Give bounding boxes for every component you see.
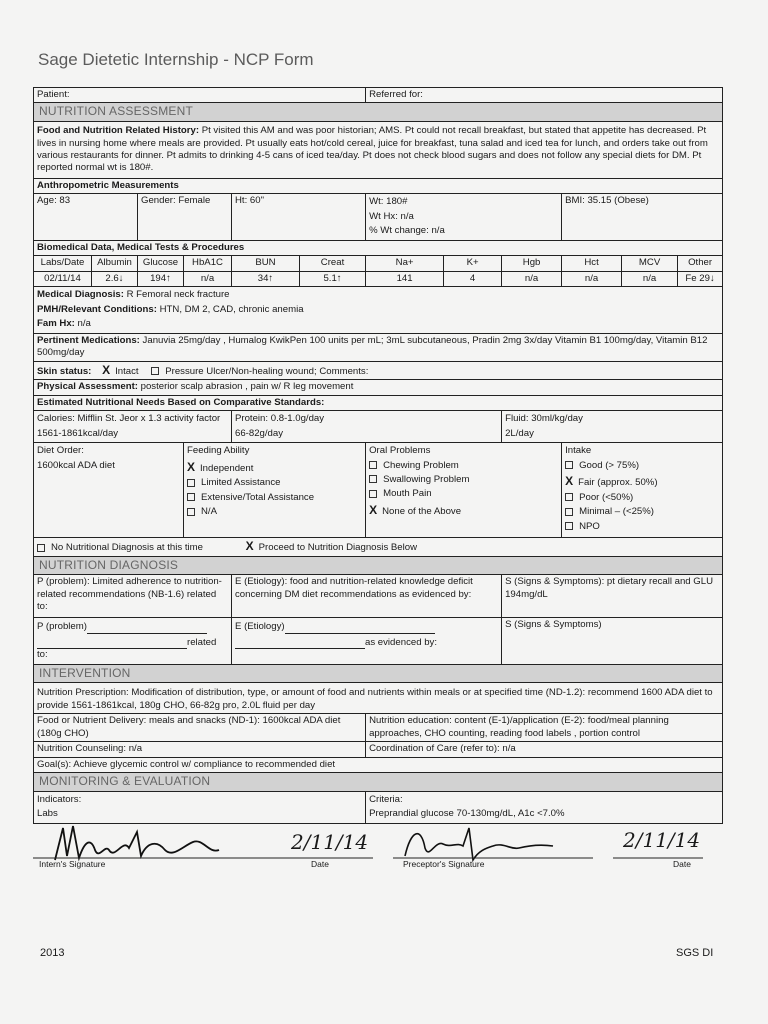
lab-value: 2.6↓ bbox=[92, 271, 138, 286]
fam-hx-label: Fam Hx: bbox=[37, 318, 75, 330]
food-history bbox=[34, 122, 723, 179]
fam-hx-text: n/a bbox=[74, 318, 91, 330]
no-diagnosis-option[interactable]: No Nutritional Diagnosis at this time bbox=[51, 542, 203, 554]
criteria-label: Criteria: bbox=[369, 793, 403, 805]
lab-header: BUN bbox=[232, 256, 300, 271]
section-nutrition-diagnosis: NUTRITION DIAGNOSIS bbox=[34, 556, 723, 575]
food-history-text: Pt visited this AM and was poor historian; AMS. Pt could not recall breakfast, but stated that appetite has decreased. Pt lives in nursing home where meals are provided. Pt usually eats hot/cold cereal, juice for breakfast, tuna salad and iced tea for lunch, and orders take out from various restaurants for dinner. Pt admits to drinking 4-5 cans of iced tea/day. Pt does not check blood sugars and does not follow any special diets for DM. Pt reported normal wt is 180#. bbox=[37, 125, 708, 174]
calories-field bbox=[34, 411, 232, 443]
checkbox-icon[interactable] bbox=[187, 479, 195, 487]
checked-x-icon: X bbox=[369, 502, 378, 517]
nutrition-prescription: Nutrition Prescription: Modification of distribution, type, or amount of food and nutrients within meals or at specified time (ND-1.2): recommend 1600 ADA diet to provide 1561-1861kcal, 180g CHO, 66-82g pro, 2.0L fluid per day bbox=[34, 683, 723, 714]
lab-value: n/a bbox=[562, 271, 622, 286]
feeding-ability bbox=[184, 443, 366, 538]
checked-x-icon: X bbox=[245, 539, 254, 554]
weight-change: % Wt change: n/a bbox=[369, 225, 445, 237]
preceptor-signature-label: Preceptor's Signature bbox=[403, 859, 485, 869]
form-title: Sage Dietetic Internship - NCP Form bbox=[38, 50, 314, 69]
weight-value: Wt: 180# bbox=[369, 196, 408, 208]
lab-value: 34↑ bbox=[232, 271, 300, 286]
diet-order bbox=[34, 443, 184, 538]
physical-assessment-text: posterior scalp abrasion , pain w/ R leg movement bbox=[137, 381, 354, 393]
pes-signs-1: S (Signs & Symptoms): pt dietary recall and GLU 194mg/dL bbox=[502, 575, 723, 618]
section-nutrition-assessment: NUTRITION ASSESSMENT bbox=[34, 103, 723, 122]
blank-line[interactable] bbox=[37, 636, 187, 649]
indicators bbox=[34, 791, 366, 823]
checkbox-icon[interactable] bbox=[369, 490, 377, 498]
medications-label: Pertinent Medications: bbox=[37, 334, 140, 346]
pes-related-label: related to: bbox=[37, 636, 217, 661]
intake-poor[interactable]: Poor (<50%) bbox=[579, 491, 634, 503]
pes-etiology-2-label: E (Etiology) bbox=[235, 621, 285, 633]
footer-year: 2013 bbox=[40, 947, 65, 959]
intern-signature-scribble bbox=[55, 826, 219, 860]
preceptor-signature-scribble bbox=[405, 828, 553, 860]
criteria bbox=[366, 791, 723, 823]
section-intervention: INTERVENTION bbox=[34, 664, 723, 683]
section-monitoring-evaluation: MONITORING & EVALUATION bbox=[34, 773, 723, 792]
lab-header: K+ bbox=[444, 256, 502, 271]
medical-dx: R Femoral neck fracture bbox=[123, 289, 230, 301]
anthro-label: Anthropometric Measurements bbox=[34, 178, 723, 193]
lab-value: Fe 29↓ bbox=[678, 271, 723, 286]
feeding-ability-label: Feeding Ability bbox=[187, 445, 250, 457]
oral-mouth-pain[interactable]: Mouth Pain bbox=[383, 488, 432, 500]
medical-info bbox=[34, 287, 723, 333]
medical-dx-label: Medical Diagnosis: bbox=[37, 289, 124, 301]
pes-problem-1: P (problem): Limited adherence to nutrition-related recommendations (NB-1.6) related to: bbox=[34, 575, 232, 618]
intake bbox=[562, 443, 723, 538]
calories-method: Calories: Mifflin St. Jeor x 1.3 activity factor bbox=[37, 413, 221, 425]
ncp-form bbox=[33, 87, 722, 824]
pes-etiology-1: E (Etiology): food and nutrition-related knowledge deficit concerning DM diet recommendations as evidenced by: bbox=[232, 575, 502, 618]
pes-problem-2-label: P (problem) bbox=[37, 621, 87, 633]
goals: Goal(s): Achieve glycemic control w/ compliance to recommended diet bbox=[34, 757, 723, 772]
lab-value: 4 bbox=[444, 271, 502, 286]
skin-status bbox=[34, 361, 723, 380]
intake-label: Intake bbox=[565, 445, 592, 457]
lab-value: n/a bbox=[622, 271, 678, 286]
signature-row bbox=[33, 820, 722, 870]
patient-field[interactable]: Patient: bbox=[34, 88, 366, 103]
indicators-labs: Labs bbox=[37, 808, 58, 820]
fluid-method: Fluid: 30ml/kg/day bbox=[505, 413, 583, 425]
intake-minimal[interactable]: Minimal – (<25%) bbox=[579, 506, 654, 518]
weight-field bbox=[366, 194, 562, 240]
food-history-label: Food and Nutrition Related History: bbox=[37, 125, 200, 137]
medications-text: Januvia 25mg/day , Humalog KwikPen 100 units per mL; 3mL subcutaneous, Pradin 2mg 3x/day Vitamin B1 100mg/day, Vitamin B12 500mg/day bbox=[37, 334, 708, 359]
preceptor-date-label: Date bbox=[673, 859, 691, 869]
pmh-label: PMH/Relevant Conditions: bbox=[37, 303, 157, 315]
pes-etiology-2 bbox=[232, 618, 502, 664]
diet-order-label: Diet Order: bbox=[37, 445, 84, 457]
biomed-label: Biomedical Data, Medical Tests & Procedures bbox=[34, 240, 723, 255]
lab-value: 194↑ bbox=[138, 271, 184, 286]
intern-signature-label: Intern's Signature bbox=[39, 859, 106, 869]
age-field: Age: 83 bbox=[34, 194, 138, 240]
criteria-text: Preprandial glucose 70-130mg/dL, A1c <7.0% bbox=[369, 808, 565, 820]
checked-x-icon: X bbox=[102, 362, 111, 377]
intake-fair[interactable]: Fair (approx. 50%) bbox=[578, 476, 658, 488]
lab-value: n/a bbox=[184, 271, 232, 286]
checkbox-icon[interactable] bbox=[369, 461, 377, 469]
lab-header: Na+ bbox=[366, 256, 444, 271]
lab-header: Glucose bbox=[138, 256, 184, 271]
coordination-of-care: Coordination of Care (refer to): n/a bbox=[366, 742, 723, 757]
checkbox-icon[interactable] bbox=[37, 544, 45, 552]
lab-header: Creat bbox=[300, 256, 366, 271]
protein-value: 66-82g/day bbox=[235, 427, 284, 439]
checked-x-icon: X bbox=[187, 459, 196, 474]
checked-x-icon: X bbox=[565, 473, 574, 488]
fluid-value: 2L/day bbox=[505, 427, 534, 439]
checkbox-icon[interactable] bbox=[565, 493, 573, 501]
physical-assessment-label: Physical Assessment: bbox=[37, 381, 138, 393]
lab-value: 141 bbox=[366, 271, 444, 286]
lab-header: HbA1C bbox=[184, 256, 232, 271]
oral-problems-label: Oral Problems bbox=[369, 445, 431, 457]
intake-good[interactable]: Good (> 75%) bbox=[579, 459, 640, 471]
checkbox-icon[interactable] bbox=[369, 475, 377, 483]
fluid-field bbox=[502, 411, 723, 443]
lab-value: n/a bbox=[502, 271, 562, 286]
oral-swallowing[interactable]: Swallowing Problem bbox=[383, 473, 470, 485]
lab-header: Hct bbox=[562, 256, 622, 271]
feeding-limited[interactable]: Limited Assistance bbox=[201, 477, 281, 489]
intake-npo[interactable]: NPO bbox=[579, 520, 600, 532]
lab-header: Other bbox=[678, 256, 723, 271]
indicators-label: Indicators: bbox=[37, 793, 82, 805]
physical-assessment bbox=[34, 380, 723, 395]
needs-label: Estimated Nutritional Needs Based on Comparative Standards: bbox=[34, 395, 723, 410]
intern-date-label: Date bbox=[311, 859, 329, 869]
form-table bbox=[33, 87, 723, 824]
diet-order-value: 1600kcal ADA diet bbox=[37, 459, 115, 471]
referred-for-field[interactable]: Referred for: bbox=[366, 88, 723, 103]
footer-code: SGS DI bbox=[676, 947, 714, 959]
checkbox-icon[interactable] bbox=[187, 493, 195, 501]
proceed-diagnosis-option[interactable]: Proceed to Nutrition Diagnosis Below bbox=[258, 542, 418, 554]
lab-header: Hgb bbox=[502, 256, 562, 271]
checkbox-icon[interactable] bbox=[187, 508, 195, 516]
calories-value: 1561-1861kcal/day bbox=[37, 427, 119, 439]
lab-value: 5.1↑ bbox=[300, 271, 366, 286]
lab-header: Albumin bbox=[92, 256, 138, 271]
diagnosis-choice bbox=[34, 538, 723, 557]
protein-method: Protein: 0.8-1.0g/day bbox=[235, 413, 325, 425]
intern-date: 2/11/14 bbox=[291, 830, 369, 854]
weight-history: Wt Hx: n/a bbox=[369, 210, 414, 222]
pes-signs-2: S (Signs & Symptoms) bbox=[502, 618, 723, 664]
checkbox-icon[interactable] bbox=[565, 461, 573, 469]
blank-line[interactable] bbox=[235, 636, 365, 649]
checkbox-icon[interactable] bbox=[565, 508, 573, 516]
lab-header: MCV bbox=[622, 256, 678, 271]
pes-problem-2 bbox=[34, 618, 232, 664]
feeding-extensive[interactable]: Extensive/Total Assistance bbox=[201, 491, 315, 503]
skin-intact[interactable]: Intact bbox=[115, 365, 139, 377]
skin-status-label: Skin status: bbox=[37, 365, 92, 377]
blank-line[interactable] bbox=[285, 620, 435, 633]
food-delivery: Food or Nutrient Delivery: meals and snacks (ND-1): 1600kcal ADA diet (180g CHO) bbox=[34, 714, 366, 742]
feeding-na[interactable]: N/A bbox=[201, 506, 217, 518]
lab-value: 02/11/14 bbox=[34, 271, 92, 286]
gender-field: Gender: Female bbox=[138, 194, 232, 240]
checkbox-icon[interactable] bbox=[151, 367, 159, 375]
pes-evidenced-label: as evidenced by: bbox=[365, 636, 437, 648]
medications bbox=[34, 333, 723, 361]
pmh-text: HTN, DM 2, CAD, chronic anemia bbox=[156, 303, 304, 315]
protein-field bbox=[232, 411, 502, 443]
oral-chewing[interactable]: Chewing Problem bbox=[383, 459, 459, 471]
feeding-independent[interactable]: Independent bbox=[200, 462, 254, 474]
oral-none[interactable]: None of the Above bbox=[382, 505, 462, 517]
checkbox-icon[interactable] bbox=[565, 522, 573, 530]
preceptor-date: 2/11/14 bbox=[623, 828, 701, 852]
signature-strokes bbox=[33, 820, 722, 870]
nutrition-education: Nutrition education: content (E-1)/application (E-2): food/meal planning approaches, CHO counting, reading food labels , portion control bbox=[366, 714, 723, 742]
nutrition-counseling: Nutrition Counseling: n/a bbox=[34, 742, 366, 757]
lab-header: Labs/Date bbox=[34, 256, 92, 271]
height-field: Ht: 60" bbox=[232, 194, 366, 240]
lab-value-row bbox=[34, 271, 723, 286]
bmi-field: BMI: 35.15 (Obese) bbox=[562, 194, 723, 240]
oral-problems bbox=[366, 443, 562, 538]
lab-header-row bbox=[34, 256, 723, 271]
skin-pressure-ulcer[interactable]: Pressure Ulcer/Non-healing wound; Comments: bbox=[165, 365, 369, 377]
blank-line[interactable] bbox=[87, 620, 207, 633]
